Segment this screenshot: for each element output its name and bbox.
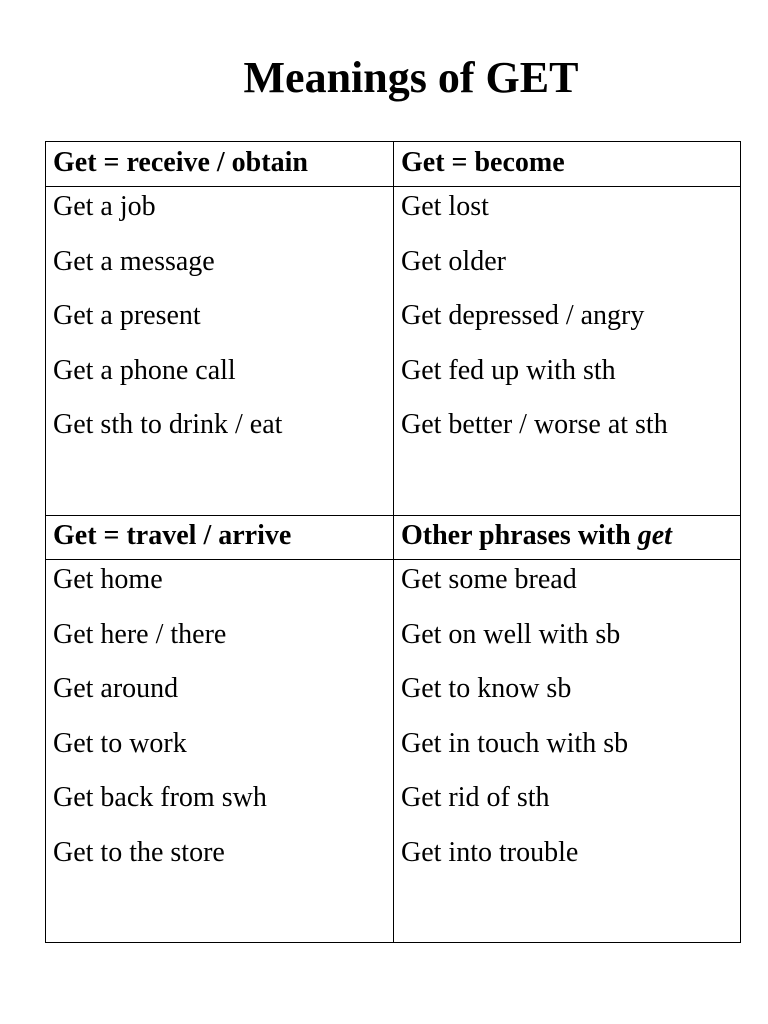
list-item: Get to know sb	[401, 673, 572, 704]
list-item: Get on well with sb	[401, 618, 621, 650]
list-item: Get sth to drink / eat	[53, 409, 283, 440]
list-item: Get to the store	[53, 836, 225, 868]
list-item: Get fed up with sth	[401, 354, 616, 386]
list-item: Get into trouble	[401, 836, 579, 868]
heading-prefix: Other phrases with	[401, 520, 638, 551]
heading-emphasis: get	[637, 520, 672, 551]
list-receive	[53, 187, 282, 460]
list-other	[401, 560, 628, 887]
list-item: Get better / worse at sth	[401, 409, 668, 440]
section-heading-travel: Get = travel / arrive	[53, 520, 292, 551]
list-item: Get here / there	[53, 618, 227, 650]
page-title: Meanings of GET	[243, 53, 579, 102]
list-item: Get a present	[53, 300, 201, 331]
list-item: Get home	[53, 564, 163, 595]
list-item: Get around	[53, 673, 179, 704]
list-item: Get rid of sth	[401, 782, 550, 813]
section-heading-other	[401, 516, 672, 556]
section-heading-receive: Get = receive / obtain	[53, 147, 308, 178]
list-item: Get some bread	[401, 564, 577, 595]
list-item: Get lost	[401, 191, 489, 222]
list-item: Get in touch with sb	[401, 727, 629, 759]
meanings-table	[45, 141, 741, 943]
column-divider	[393, 142, 394, 942]
list-item: Get a phone call	[53, 354, 236, 386]
list-item: Get older	[401, 245, 506, 277]
list-item: Get a message	[53, 245, 215, 277]
list-travel	[53, 560, 267, 887]
list-item: Get depressed / angry	[401, 300, 645, 331]
section-heading-become: Get = become	[401, 147, 565, 178]
list-item: Get to work	[53, 727, 187, 759]
list-item: Get back from swh	[53, 782, 267, 813]
list-item: Get a job	[53, 191, 156, 222]
list-become	[401, 187, 668, 460]
